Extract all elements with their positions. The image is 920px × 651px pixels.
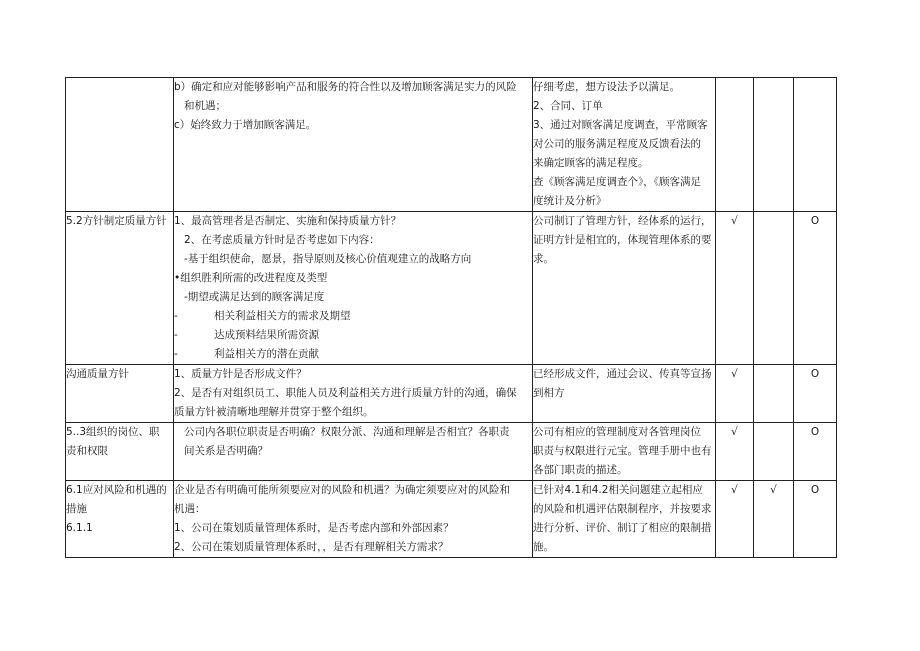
clause-label: 措施	[66, 503, 87, 515]
table-row	[66, 78, 837, 212]
requirement-cell	[174, 78, 533, 212]
audit-checklist-table	[65, 77, 837, 558]
evidence-line: 3、通过对顾客满足度调查，平常顾客	[533, 119, 708, 131]
requirement-line: 公司内各职位职责是否明确？权限分派、沟通和理解是否相宜？各职责	[184, 426, 510, 438]
evidence-line: 来确定顾客的满足程度。	[533, 157, 649, 169]
clause-label: 5..3组织的岗位、职	[66, 426, 160, 438]
evidence-line: 各部门职责的描述。	[533, 464, 628, 476]
clause-cell	[66, 78, 174, 212]
clause-label: 责和权限	[66, 445, 108, 457]
requirement-line: - 相关利益相关方的需求及期望	[174, 307, 532, 326]
evidence-line: 施。	[533, 541, 554, 553]
requirement-cell	[174, 423, 533, 481]
result-mark-cell	[794, 481, 837, 558]
table-row	[66, 365, 837, 423]
evidence-cell	[533, 365, 716, 423]
requirement-line: - 利益相关方的潜在贡献	[174, 345, 532, 364]
dash-marker: -	[174, 348, 178, 360]
requirement-line: -期望或满足达到的顾客满足度	[184, 291, 325, 303]
requirement-line: - 达成预料结果所需资源	[174, 326, 532, 345]
check-mark-cell	[716, 212, 754, 365]
evidence-line: 职责与权限进行元宝。管理手册中也有	[533, 445, 712, 457]
dash-marker: -	[174, 329, 178, 341]
requirement-line: 机遇：	[174, 503, 206, 515]
evidence-line: 度统计及分析》	[533, 195, 607, 207]
requirement-cell	[174, 481, 533, 558]
requirement-cell	[174, 365, 533, 423]
evidence-line: 2、合同、订单	[533, 100, 603, 112]
clause-label: 6.1应对风险和机遇的	[66, 484, 167, 496]
evidence-line: 已经形成文件，通过会议、传真等宣扬	[533, 368, 712, 380]
circle-icon: O	[810, 426, 820, 438]
evidence-cell	[533, 78, 716, 212]
requirement-line: 质量方针被清晰地理解并贯穿于整个组织。	[174, 406, 374, 418]
clause-cell	[66, 423, 174, 481]
result-mark-cell	[794, 78, 837, 212]
clause-cell	[66, 212, 174, 365]
evidence-line: 仔细考虑，想方设法予以满足。	[533, 81, 680, 93]
check-mark-cell	[754, 423, 794, 481]
result-mark-cell	[794, 365, 837, 423]
requirement-line: 2、在考虑质量方针时是否考虑如下内容：	[184, 234, 380, 246]
requirement-line: c）始终致力于增加顾客满足。	[174, 119, 317, 131]
evidence-cell	[533, 212, 716, 365]
requirement-line: -基于组织使命，愿景，指导原则及核心价值观建立的战略方向	[184, 253, 472, 265]
result-mark-cell	[794, 212, 837, 365]
check-mark-cell	[716, 365, 754, 423]
requirement-line: 间关系是否明确？	[184, 445, 268, 457]
requirement-line: 和机遇；	[184, 100, 226, 112]
clause-label: 6.1.1	[66, 522, 93, 534]
evidence-line: 的风险和机遇评估限制程序，并按要求	[533, 503, 712, 515]
evidence-line: 求。	[533, 253, 554, 265]
check-icon: √	[731, 484, 738, 496]
table-row	[66, 481, 837, 558]
requirement-line: 1、质量方针是否形成文件？	[174, 368, 307, 380]
requirement-line: 1、最高管理者是否制定、实施和保持质量方针？	[174, 215, 402, 227]
requirement-line: 企业是否有明确可能所须要应对的风险和机遇？为确定须要应对的风险和	[174, 484, 510, 496]
result-mark-cell	[794, 423, 837, 481]
clause-label: 5.2方针制定质量方针	[66, 215, 167, 227]
check-icon: √	[731, 215, 738, 227]
circle-icon: O	[810, 368, 820, 380]
check-icon: √	[731, 426, 738, 438]
evidence-line: 对公司的服务满足程度及反馈看法的	[533, 138, 701, 150]
requirement-line: 1、公司在策划质量管理体系时，是否考虑内部和外部因素？	[174, 522, 454, 534]
requirement-line: •组织胜利所需的改进程度及类型	[174, 272, 328, 284]
check-mark-cell	[754, 212, 794, 365]
check-icon: √	[731, 368, 738, 380]
clause-cell	[66, 365, 174, 423]
clause-cell	[66, 481, 174, 558]
check-mark-cell	[716, 423, 754, 481]
evidence-line: 公司有相应的管理制度对各管理岗位	[533, 426, 701, 438]
requirement-line: 2、公司在策划质量管理体系时，，是否有理解相关方需求？	[174, 541, 449, 553]
check-mark-cell	[716, 78, 754, 212]
evidence-line: 公司制订了管理方针，经体系的运行，	[533, 215, 712, 227]
dash-marker: -	[174, 310, 178, 322]
check-mark-cell	[754, 481, 794, 558]
evidence-line: 已针对4.1和4.2相关问题建立起相应	[533, 484, 703, 496]
check-icon: √	[770, 484, 777, 496]
circle-icon: O	[810, 215, 820, 227]
evidence-line: 查《顾客满足度调查个》，《顾客满足	[533, 176, 701, 188]
evidence-line: 证明方针是相宜的，体现管理体系的要	[533, 234, 712, 246]
requirement-line: 2、是否有对组织员工、职能人员及利益相关方进行质量方针的沟通，确保	[174, 387, 517, 399]
requirement-cell	[174, 212, 533, 365]
check-mark-cell	[754, 365, 794, 423]
circle-icon: O	[810, 484, 820, 496]
evidence-line: 进行分析、评价、制订了相应的限制措	[533, 522, 712, 534]
table-row	[66, 423, 837, 481]
evidence-cell	[533, 423, 716, 481]
evidence-line: 到相方	[533, 387, 565, 399]
evidence-cell	[533, 481, 716, 558]
table-row	[66, 212, 837, 365]
clause-label: 沟通质量方针	[66, 368, 129, 380]
check-mark-cell	[716, 481, 754, 558]
check-mark-cell	[754, 78, 794, 212]
requirement-line: b）确定和应对能够影响产品和服务的符合性以及增加顾客满足实力的风险	[174, 81, 517, 93]
